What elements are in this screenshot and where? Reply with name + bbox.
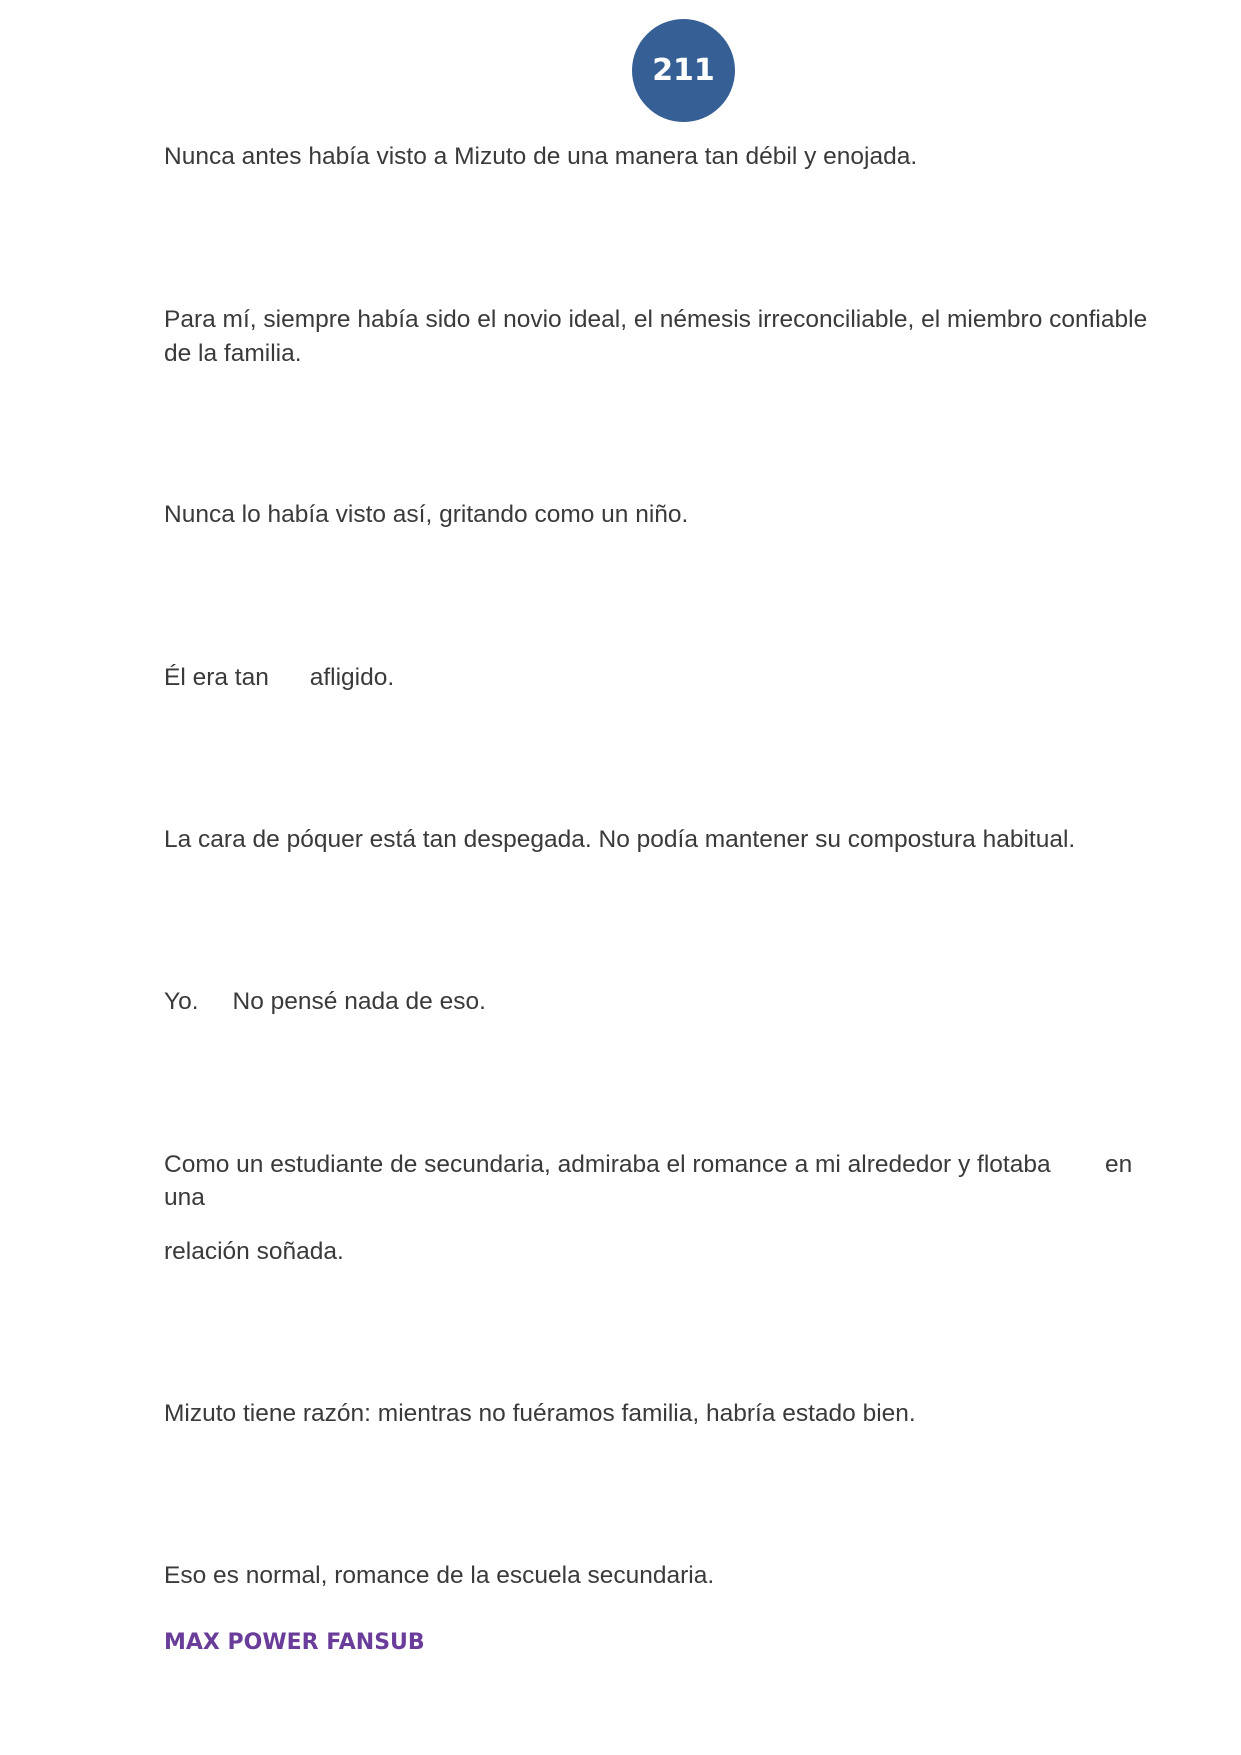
page-number: 211 xyxy=(652,53,715,88)
paragraph-4: Él era tan afligido. xyxy=(164,664,395,691)
paragraph-1: Nunca antes había visto a Mizuto de una manera tan débil y enojada. xyxy=(164,143,918,170)
paragraph-5: La cara de póquer está tan despegada. No podía mantener su compostura habitual. xyxy=(164,826,1076,853)
fansub-credit: MAX POWER FANSUB xyxy=(164,1630,425,1655)
paragraph-8: Mizuto tiene razón: mientras no fuéramos familia, habría estado bien. xyxy=(164,1400,916,1427)
paragraph-6: Yo. No pensé nada de eso. xyxy=(164,988,486,1015)
paragraph-3: Nunca lo había visto así, gritando como un niño. xyxy=(164,501,689,528)
paragraph-2-line-1: Para mí, siempre había sido el novio ideal, el némesis irreconciliable, el miembro confiable xyxy=(164,306,1148,333)
paragraph-7-line-1: Como un estudiante de secundaria, admiraba el romance a mi alrededor y flotaba en xyxy=(164,1151,1133,1178)
paragraph-2-line-2: de la familia. xyxy=(164,340,302,367)
paragraph-9: Eso es normal, romance de la escuela secundaria. xyxy=(164,1562,715,1589)
paragraph-7-line-3: relación soñada. xyxy=(164,1238,344,1265)
page-number-badge xyxy=(632,19,735,122)
paragraph-7-line-2: una xyxy=(164,1184,205,1211)
